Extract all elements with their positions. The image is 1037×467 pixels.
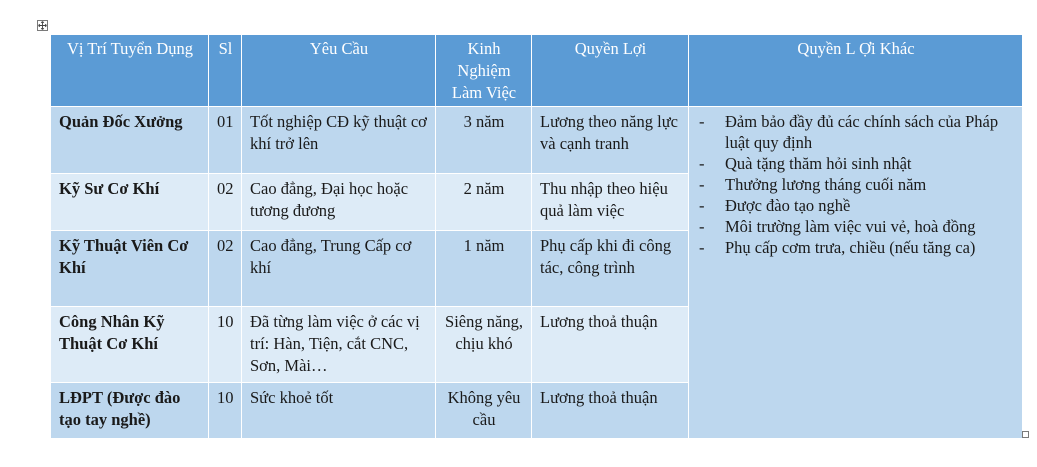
requirement-cell: Tốt nghiệp CĐ kỹ thuật cơ khí trở lên (242, 107, 436, 174)
requirement-cell: Sức khoẻ tốt (242, 383, 436, 439)
other-benefits-list (697, 111, 1015, 258)
list-item: - Môi trường làm việc vui vẻ, hoà đồng (697, 216, 1015, 237)
other-benefits-cell (689, 107, 1023, 439)
header-benefit: Quyền Lợi (532, 35, 689, 107)
quantity-cell: 10 (209, 307, 242, 383)
header-position: Vị Trí Tuyển Dụng (51, 35, 209, 107)
header-quantity: Sl (209, 35, 242, 107)
benefit-cell: Lương thoả thuận (532, 307, 689, 383)
benefit-cell: Phụ cấp khi đi công tác, công trình (532, 231, 689, 307)
position-cell: Công Nhân Kỹ Thuật Cơ Khí (51, 307, 209, 383)
position-cell: Kỹ Sư Cơ Khí (51, 174, 209, 231)
quantity-cell: 10 (209, 383, 242, 439)
table-move-handle-icon[interactable] (37, 20, 48, 31)
experience-cell: Không yêu cầu (436, 383, 532, 439)
list-item: - Được đào tạo nghề (697, 195, 1015, 216)
table-resize-handle-icon[interactable] (1022, 431, 1029, 438)
table-header-row (51, 35, 1023, 107)
benefit-cell: Lương thoả thuận (532, 383, 689, 439)
header-other-benefits: Quyền L Ợi Khác (689, 35, 1023, 107)
list-item: - Quà tặng thăm hỏi sinh nhật (697, 153, 1015, 174)
list-item: - Phụ cấp cơm trưa, chiều (nếu tăng ca) (697, 237, 1015, 258)
requirement-cell: Đã từng làm việc ở các vị trí: Hàn, Tiện, cắt CNC, Sơn, Mài… (242, 307, 436, 383)
benefit-cell: Lương theo năng lực và cạnh tranh (532, 107, 689, 174)
job-listing-table (50, 34, 1023, 439)
experience-cell: Siêng năng, chịu khó (436, 307, 532, 383)
quantity-cell: 02 (209, 174, 242, 231)
quantity-cell: 01 (209, 107, 242, 174)
requirement-cell: Cao đẳng, Trung Cấp cơ khí (242, 231, 436, 307)
benefit-cell: Thu nhập theo hiệu quả làm việc (532, 174, 689, 231)
experience-cell: 3 năm (436, 107, 532, 174)
header-experience: Kinh Nghiệm Làm Việc (436, 35, 532, 107)
quantity-cell: 02 (209, 231, 242, 307)
experience-cell: 1 năm (436, 231, 532, 307)
list-item: - Thưởng lương tháng cuối năm (697, 174, 1015, 195)
experience-cell: 2 năm (436, 174, 532, 231)
position-cell: LĐPT (Được đào tạo tay nghề) (51, 383, 209, 439)
position-cell: Kỹ Thuật Viên Cơ Khí (51, 231, 209, 307)
header-requirement: Yêu Cầu (242, 35, 436, 107)
position-cell: Quản Đốc Xưởng (51, 107, 209, 174)
requirement-cell: Cao đẳng, Đại học hoặc tương đương (242, 174, 436, 231)
list-item: - Đảm bảo đầy đủ các chính sách của Pháp luật quy định (697, 111, 1015, 153)
table-row (51, 107, 1023, 174)
